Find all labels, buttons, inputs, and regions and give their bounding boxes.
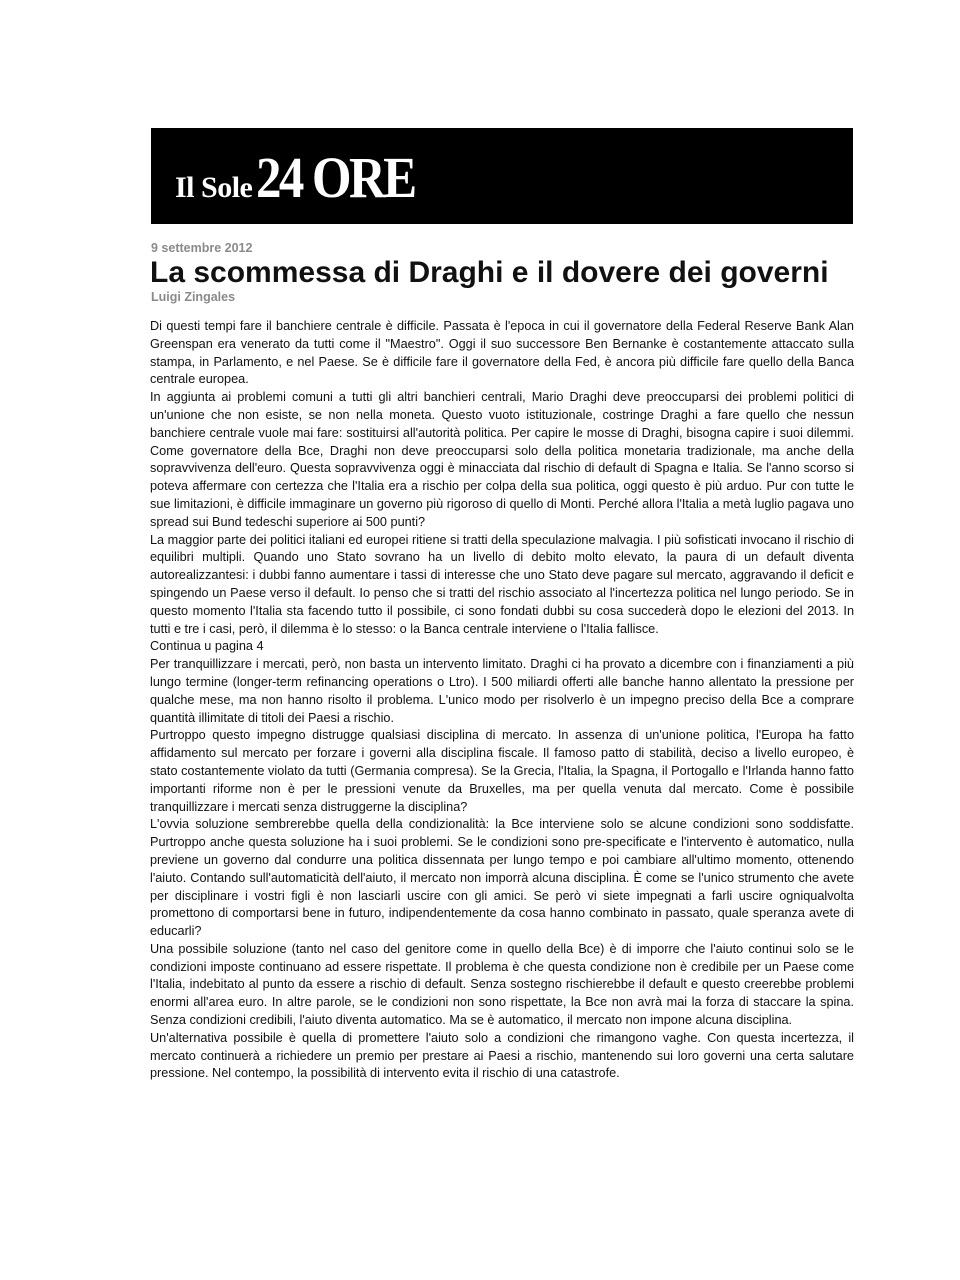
logo-text-24-ore: 24 ORE [256, 145, 415, 210]
article-paragraph: L'ovvia soluzione sembrerebbe quella della condizionalità: la Bce interviene solo se alcune condizioni sono soddisfatte. Purtroppo anche questa soluzione ha i suoi problemi. Se le condizioni sono pre-specificate e l'intervento è automatico, nulla previene un governo dal condurre una politica dissennata per lungo tempo e poi cambiare all'ultimo momento, ottenendo l'aiuto. Contando sull'automaticità dell'aiuto, il mercato non imporrà alcuna disciplina. È come se l'unico strumento che avete per disciplinare i vostri figli è non lasciarli uscire con gli amici. Se però vi siete impegnati a farli uscire ogniqualvolta promettono di comportarsi bene in futuro, indipendentemente da cosa hanno combinato in passato, quale speranza avete di educarli? [150, 817, 854, 939]
continue-note: Continua u pagina 4 [150, 639, 264, 654]
article-paragraph: Una possibile soluzione (tanto nel caso del genitore come in quello della Bce) è di imporre che l'aiuto continui solo se le condizioni imposte continuano ad essere rispettate. Il problema è che questa condizione non è credibile per un Paese come l'Italia, indebitato al punto da essere a rischio di default. Senza sostegno rischierebbe il default e questo creerebbe problemi enormi all'area euro. In altre parole, se le condizioni non sono rispettate, la Bce non avrà mai la forza di staccare la spina. Senza condizioni credibili, l'aiuto diventa automatico. Ma se è automatico, il mercato non impone alcuna disciplina. [150, 941, 854, 1028]
article-paragraph: Di questi tempi fare il banchiere centrale è difficile. Passata è l'epoca in cui il governatore della Federal Reserve Bank Alan Greenspan era venerato da tutti come il "Maestro". Oggi il suo successore Ben Bernanke è costantemente attaccato sulla stampa, in Parlamento, e nel Paese. Se è difficile fare il governatore della Fed, è ancora più difficile fare quello della Banca centrale europea. [150, 319, 854, 387]
article-paragraph: In aggiunta ai problemi comuni a tutti gli altri banchieri centrali, Mario Draghi deve preoccuparsi dei problemi politici di un'unione che non esiste, se non nella moneta. Questo vuoto istituzionale, costringe Draghi a fare quello che nessun banchiere centrale vuole mai fare: sostituirsi all'autorità politica. Per capire le mosse di Draghi, bisogna capire i suoi dilemmi. Come governatore della Bce, Draghi non deve preoccuparsi solo della politica monetaria tradizionale, ma anche della sopravvivenza dell'euro. Questa sopravvivenza oggi è minacciata dal rischio di default di Spagna e Italia. Se l'anno scorso si poteva affermare con certezza che l'Italia era a rischio per colpa della sua politica, oggi questo è più arduo. Pur con tutte le sue limitazioni, è difficile immaginare un governo più rigoroso di quello di Monti. Perché allora l'Italia a metà luglio pagava uno spread sui Bund tedeschi superiore ai 500 punti? [150, 390, 854, 529]
article-paragraph: Un'alternativa possibile è quella di promettere l'aiuto solo a condizioni che rimangono vaghe. Con questa incertezza, il mercato continuerà a richiedere un premio per prestare ai Paesi a rischio, mantenendo sui loro governi una certa salutare pressione. Nel contempo, la possibilità di intervento evita il rischio di una catastrofe. [150, 1030, 854, 1081]
article-title: La scommessa di Draghi e il dovere dei governi [150, 256, 829, 289]
article-paragraph: Per tranquillizzare i mercati, però, non basta un intervento limitato. Draghi ci ha provato a dicembre con i finanziamenti a più lungo termine (longer-term refinancing operations o Ltro). I 500 miliardi offerti alle banche hanno allentato la pressione per qualche mese, ma non hanno risolto il problema. L'unico modo per risolverlo è un impegno preciso della Bce a comprare quantità illimitate di titoli dei Paesi a rischio. [150, 657, 854, 725]
masthead [151, 128, 853, 224]
article-body [150, 318, 854, 1083]
article-author: Luigi Zingales [151, 290, 236, 304]
newspaper-logo [175, 145, 437, 210]
logo-text-il-sole: Il Sole [175, 171, 253, 204]
article-paragraph: La maggior parte dei politici italiani ed europei ritiene si tratti della speculazione malvagia. I più sofisticati invocano il rischio di equilibri multipli. Quando uno Stato sovrano ha un livello di debito molto elevato, la paura di un default diventa autorealizzantesi: i dubbi fanno aumentare i tassi di interesse che uno Stato deve pagare sul mercato, aggravando il deficit e spingendo un Paese verso il default. Io penso che si tratti del rischio associato al l'incertezza politica nel lungo periodo. Se in questo momento l'Italia sta facendo tutto il possibile, ci sono fondati dubbi su cosa succederà dopo le elezioni del 2013. In tutti e tre i casi, però, il dilemma è lo stesso: o la Banca centrale interviene o l'Italia fallisce. [150, 532, 854, 636]
article-paragraph: Purtroppo questo impegno distrugge qualsiasi disciplina di mercato. In assenza di un'unione politica, l'Europa ha fatto affidamento sul mercato per forzare i governi alla disciplina fiscale. Il famoso patto di stabilità, deciso a livello europeo, è stato costantemente violato da tutti (Germania compresa). Se la Grecia, l'Italia, la Spagna, il Portogallo e l'Irlanda hanno fatto importanti riforme non è per le pressioni venute da Bruxelles, ma per quella venuta dal mercato. Come è possibile tranquillizzare i mercati senza distruggerne la disciplina? [150, 728, 854, 814]
article-date: 9 settembre 2012 [151, 241, 253, 255]
